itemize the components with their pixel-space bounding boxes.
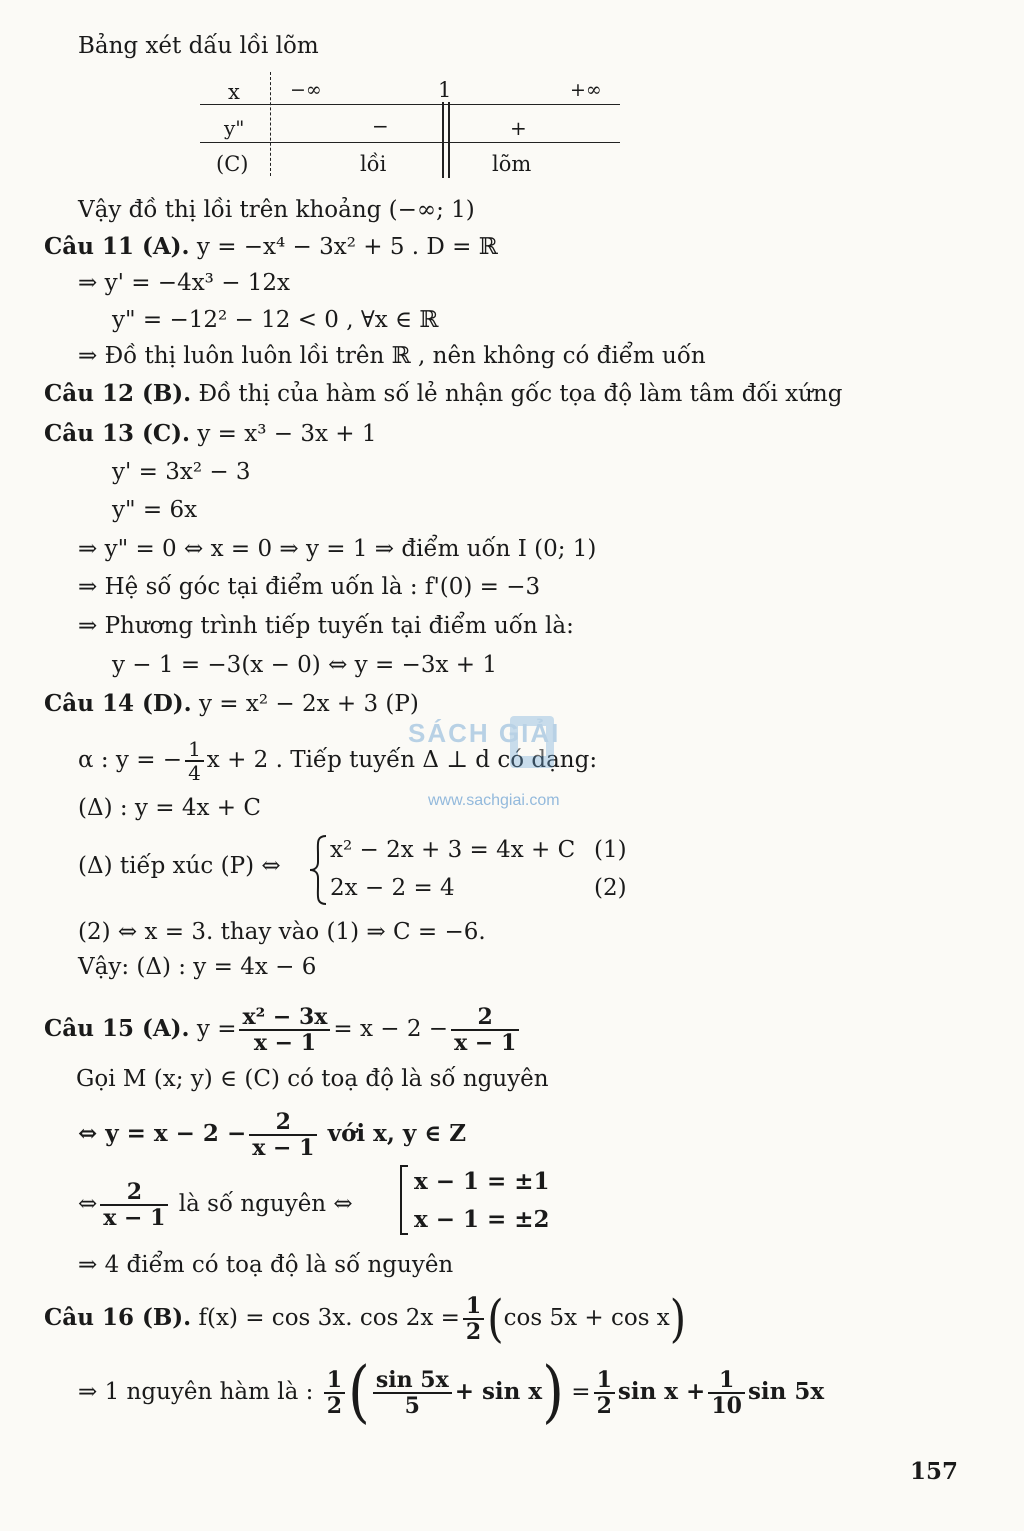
q15-eq1-den: x − 1	[252, 1135, 315, 1161]
q16-p-sin5x: sin 5x	[747, 1378, 825, 1405]
q16-p-inner-fraction	[373, 1368, 452, 1418]
q16-p-left-paren-icon: (	[348, 1353, 370, 1432]
q13-step-4: y − 1 = −3(x − 0) ⇔ y = −3x + 1	[112, 652, 497, 678]
q15-den2: x − 1	[454, 1030, 517, 1056]
q16-prim-pre: ⇒ 1 nguyên hàm là :	[78, 1379, 314, 1405]
q11-derivative-1: ⇒ y' = −4x³ − 12x	[78, 270, 291, 296]
q16-function: f(x) = cos 3x. cos 2x =	[198, 1305, 460, 1331]
q14-system-eq2-tag: (2)	[594, 875, 627, 901]
q15-fraction-2	[451, 1005, 519, 1055]
q15-eq2-pre: ⇔	[78, 1191, 98, 1217]
question-13	[44, 420, 376, 448]
q15-label: Câu 15 (A).	[44, 1015, 190, 1042]
table-row-y2-pos: +	[510, 116, 527, 140]
q15-conclusion: ⇒ 4 điểm có toạ độ là số nguyên	[78, 1252, 454, 1278]
watermark-logo	[408, 718, 560, 749]
q15-eq2-num: 2	[100, 1180, 168, 1206]
q16-p-num3: 1	[708, 1368, 745, 1394]
table-row-c-label: (C)	[216, 152, 249, 176]
q13-step-3: ⇒ Phương trình tiếp tuyến tại điểm uốn là:	[78, 613, 574, 639]
q14-brace-icon	[308, 834, 328, 906]
q12-label: Câu 12 (B).	[44, 380, 192, 407]
q16-p-sinx: sin x +	[617, 1378, 706, 1405]
q14-system-eq1-tag: (1)	[594, 837, 627, 863]
q16-label: Câu 16 (B).	[44, 1304, 192, 1331]
q13-step-2: ⇒ Hệ số góc tại điểm uốn là : f'(0) = −3	[78, 574, 541, 600]
q15-equivalence-2	[78, 1180, 353, 1230]
q15-num2: 2	[451, 1005, 519, 1031]
q14-system-lhs: (Δ) tiếp xúc (P) ⇔	[78, 853, 281, 879]
q15-eq2-mid: là số nguyên ⇔	[178, 1191, 353, 1217]
q11-derivative-2: y" = −12² − 12 < 0 , ∀x ∈ ℝ	[112, 307, 439, 333]
q14-alpha-den: 4	[188, 761, 201, 785]
q15-fraction-1	[239, 1005, 330, 1055]
q14-alpha-pre: α : y = −	[78, 747, 183, 773]
q16-p-num1: 1	[324, 1368, 345, 1394]
q16-p-den3: 10	[711, 1393, 742, 1419]
q14-label: Câu 14 (D).	[44, 690, 192, 717]
q15-den1: x − 1	[253, 1030, 317, 1056]
table-row-y2-label: y"	[224, 116, 245, 140]
q16-half-num: 1	[463, 1294, 484, 1320]
q15-bracket-icon	[398, 1164, 410, 1236]
q14-system-eq1: x² − 2x + 3 = 4x + C	[330, 837, 576, 863]
q15-eq2-den: x − 1	[103, 1205, 166, 1231]
q14-function: y = x² − 2x + 3 (P)	[198, 691, 419, 717]
q11-function: y = −x⁴ − 3x² + 5 . D = ℝ	[196, 234, 498, 260]
q16-p-num2: 1	[594, 1368, 615, 1394]
q15-case-1: x − 1 = ±1	[414, 1168, 550, 1195]
q16-p-inner-num: sin 5x	[373, 1368, 452, 1394]
q14-alpha-num: 1	[185, 738, 204, 762]
q15-eq1-pre: ⇔ y = x − 2 −	[78, 1120, 247, 1147]
q14-substitution: (2) ⇔ x = 3. thay vào (1) ⇒ C = −6.	[78, 919, 486, 945]
q11-conclusion: ⇒ Đồ thị luôn luôn lồi trên ℝ , nên không có điểm uốn	[78, 343, 706, 369]
q16-paren-content: cos 5x + cos x	[503, 1305, 670, 1331]
q15-eq1-num: 2	[249, 1110, 317, 1136]
q16-p-right-paren-icon: )	[542, 1353, 564, 1432]
q16-p-mid: + sin x	[454, 1378, 543, 1405]
q16-p-fraction-1	[324, 1368, 345, 1418]
q16-right-paren-icon: )	[669, 1289, 687, 1348]
q15-equivalence-1	[78, 1110, 466, 1160]
q14-alpha-post: x + 2 . Tiếp tuyến Δ ⊥ d có dạng:	[206, 747, 598, 773]
q16-p-fraction-2	[594, 1368, 615, 1418]
q16-p-fraction-3	[708, 1368, 745, 1418]
q15-case-2: x − 1 = ±2	[414, 1206, 550, 1233]
q13-label: Câu 13 (C).	[44, 420, 191, 447]
q14-conclusion: Vậy: (Δ) : y = 4x − 6	[78, 954, 317, 980]
q15-let-m: Gọi M (x; y) ∈ (C) có toạ độ là số nguyên	[76, 1066, 549, 1092]
table-header-pos-inf: +∞	[570, 79, 602, 101]
q16-p-inner-den: 5	[404, 1393, 420, 1419]
q12-text: Đồ thị của hàm số lẻ nhận gốc tọa độ làm tâm đối xứng	[198, 381, 843, 407]
q13-derivative-1: y' = 3x² − 3	[112, 459, 251, 485]
watermark-brand: SÁCH GIẢI	[408, 718, 561, 748]
q15-mid: = x − 2 −	[333, 1016, 449, 1042]
table-header-neg-inf: −∞	[290, 79, 322, 101]
page-number: 157	[910, 1458, 959, 1485]
q11-label: Câu 11 (A).	[44, 233, 190, 260]
table-header-x: x	[228, 80, 240, 104]
question-16	[44, 1289, 687, 1348]
table-row-c-convex: lồi	[360, 152, 387, 176]
q13-derivative-2: y" = 6x	[112, 497, 198, 523]
question-14	[44, 690, 419, 718]
q16-left-paren-icon: (	[487, 1289, 504, 1348]
sign-table	[200, 72, 622, 182]
question-11	[44, 233, 498, 261]
q14-system-eq2: 2x − 2 = 4	[330, 875, 455, 901]
q15-num1: x² − 3x	[239, 1005, 330, 1031]
watermark-url: www.sachgiai.com	[428, 792, 560, 809]
q14-delta: (Δ) : y = 4x + C	[78, 795, 261, 821]
table-row-y2-neg: −	[372, 114, 389, 138]
q14-alpha-fraction	[185, 738, 204, 784]
q15-eq2-fraction	[100, 1180, 168, 1230]
question-12	[44, 380, 842, 408]
q13-step-1: ⇒ y" = 0 ⇔ x = 0 ⇒ y = 1 ⇒ điểm uốn I (0; 1)	[78, 536, 597, 562]
q16-p-eq: =	[571, 1379, 591, 1405]
q16-half-fraction	[463, 1294, 484, 1344]
q16-half-den: 2	[465, 1319, 482, 1345]
q16-primitive	[78, 1353, 825, 1432]
q15-eq1-fraction	[249, 1110, 317, 1160]
q16-p-den2: 2	[596, 1393, 612, 1419]
q15-eq1-post: với x, y ∈ Z	[327, 1120, 467, 1147]
table-row-c-concave: lõm	[492, 152, 532, 176]
q13-function: y = x³ − 3x + 1	[197, 421, 377, 447]
q15-y: y =	[196, 1016, 237, 1042]
table-header-one: 1	[438, 78, 452, 102]
sign-table-title: Bảng xét dấu lồi lõm	[78, 33, 319, 59]
q16-p-den1: 2	[326, 1393, 343, 1419]
convex-conclusion: Vậy đồ thị lồi trên khoảng (−∞; 1)	[78, 197, 475, 223]
question-15	[44, 1005, 522, 1055]
